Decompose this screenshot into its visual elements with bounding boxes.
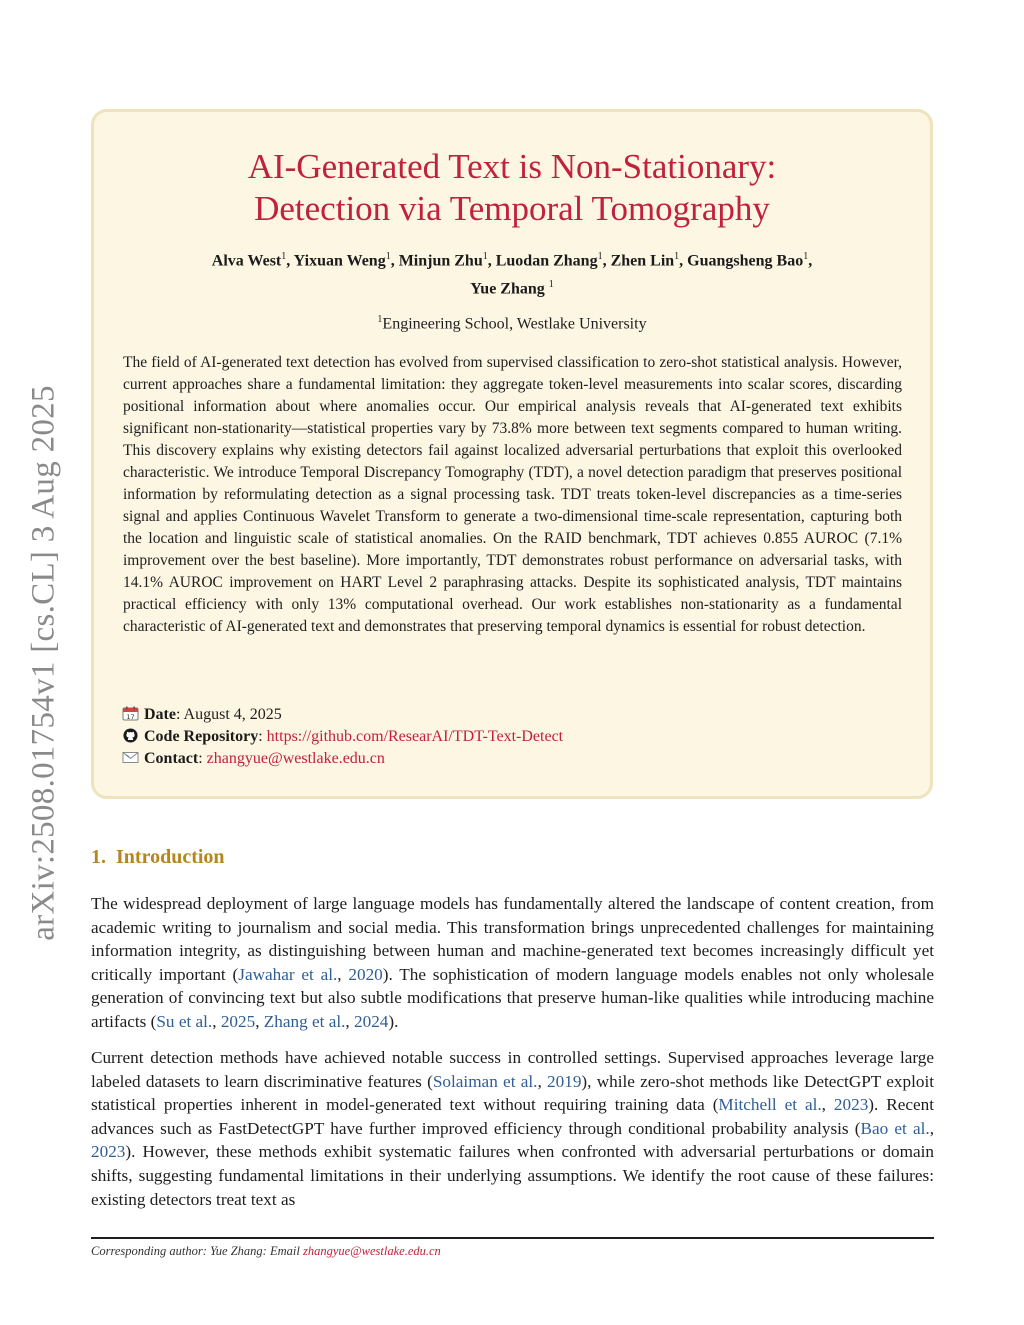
citation-link[interactable]: Zhang et al. [263,1011,346,1031]
title-line-1: AI-Generated Text is Non-Stationary: [247,147,777,186]
paragraph-text: Current detection methods have achieved notable success in controlled settings. Supervised approaches leverage large labeled datasets to learn discriminative features ( [91,1048,934,1091]
section-title: Introduction [116,846,225,868]
author-affiliation-mark: 1 [281,251,287,262]
section-number: 1. [91,846,106,868]
affiliation-mark: 1 [377,314,383,325]
citation-link[interactable]: Bao et al. [860,1118,930,1138]
citation-link[interactable]: Mitchell et al. [718,1095,822,1115]
section-heading-introduction [91,846,225,869]
intro-paragraph-2: Current detection methods have achieved notable success in controlled settings. Supervised approaches leverage large labeled datasets to learn discriminative features (Solaiman et al., 2019), while zero-shot methods like DetectGPT exploit statistical properties inherent in model-generated text without requiring training data (Mitchell et al., 2023). Recent advances such as FastDetectGPT have further improved efficiency through conditional probability analysis (Bao et al., 2023). However, these methods exhibit systematic failures when confronted with adversarial perturbations or domain shifts, suggesting fundamental limitations in their underlying assumptions. We identify the root cause of these failures: existing detectors treat text as [91,1048,934,1209]
author-affiliation-mark: 1 [803,251,809,262]
footnote-divider [91,1237,934,1239]
citation-link[interactable]: Solaiman et al. [432,1071,538,1091]
author: Yue Zhang [470,280,545,298]
author: Yixuan Weng [293,252,386,270]
author-affiliation-mark: 1 [548,279,554,291]
date-row: 17 Date: August 4, 2025 [122,704,563,726]
citation-link[interactable]: Su et al. [156,1011,213,1031]
arxiv-identifier: arXiv:2508.01754v1 [cs.CL] 3 Aug 2025 [25,385,62,941]
contact-email-link[interactable]: zhangyue@westlake.edu.cn [206,750,385,767]
author: Luodan Zhang [495,252,598,270]
corresponding-author-footnote [91,1244,441,1259]
author-affiliation-mark: 1 [385,251,391,262]
paper-title [94,146,930,230]
citation-year-link[interactable]: 2025 [220,1011,256,1031]
footnote-email-link[interactable]: zhangyue@westlake.edu.cn [302,1244,441,1258]
citation-link[interactable]: Jawahar et al. [238,964,338,984]
github-icon [122,728,139,743]
author: Minjun Zhu [398,252,483,270]
paragraph-text: ). However, these methods exhibit systematic failures when confronted with adversarial perturbations or domain shifts, suggesting fundamental limitations in their underlying assumptions. We identify the root cause of these failures: existing detectors treat text as [91,1142,934,1209]
code-repository-link[interactable]: https://github.com/ResearAI/TDT-Text-Detect [266,728,564,745]
citation-year-link[interactable]: 2019 [547,1071,582,1091]
title-line-2: Detection via Temporal Tomography [254,189,770,228]
footnote-text: Corresponding author: Yue Zhang: Email [91,1244,303,1258]
code-label: Code Repository [144,728,259,745]
author: Zhen Lin [610,252,675,270]
arxiv-sidebar-stamp [20,378,68,948]
date-label: Date [144,706,176,723]
paragraph-text: ). Recent advances such as FastDetectGPT have further improved efficiency through conditional probability analysis ( [91,1095,934,1138]
envelope-icon [122,750,139,765]
author-affiliation-mark: 1 [674,251,680,262]
author-affiliation-mark: 1 [482,251,488,262]
date-value: August 4, 2025 [183,706,282,723]
calendar-icon [122,706,139,721]
citation-year-link[interactable]: 2023 [833,1095,869,1115]
citation-year-link[interactable]: 2020 [348,964,383,984]
author-list: Alva West$^1$, Yixuan Weng$^1$, Minjun Zhu$^1$, Luodan Zhang$^1$, Zhen Lin$^1$, Guangsheng Bao$^1$, Yue Zhang $^1$ [211,251,813,298]
paragraph-text: ). The sophistication of modern language models enables not only wholesale generation of convincing text but also subtle modifications that preserve human-like qualities while introducing machine artifacts ( [91,964,935,1031]
intro-paragraph-1: The widespread deployment of large language models has fundamentally altered the landscape of content creation, from academic writing to journalism and social media. This transformation brings unprecedented challenges for maintaining information integrity, as distinguishing between human and machine-generated text becomes increasingly difficult yet critically important (Jawahar et al., 2020). The sophistication of modern language models enables not only wholesale generation of convincing text but also subtle modifications that preserve human-like qualities while introducing machine artifacts (Su et al., 2025, Zhang et al., 2024). [91,894,935,1031]
contact-row: Contact: zhangyue@westlake.edu.cn [122,748,563,770]
author: Guangsheng Bao [687,252,804,270]
affiliation-name: Engineering School, Westlake University [382,315,647,333]
affiliation [94,310,930,334]
author: Alva West [211,252,282,270]
contact-label: Contact [144,750,199,767]
citation-year-link[interactable]: 2024 [354,1011,389,1031]
svg-text:17: 17 [126,713,135,721]
citation-year-link[interactable]: 2023 [91,1142,126,1162]
author-affiliation-mark: 1 [597,251,603,262]
paragraph-text: ), while zero-shot methods like DetectGPT exploit statistical properties inherent in model-generated text without requiring training data ( [91,1071,934,1115]
abstract-text: The field of AI-generated text detection has evolved from supervised classification to zero-shot statistical analysis. However, current approaches share a fundamental limitation: they aggregate token-level measurements into scalar scores, discarding positional information about where anomalies occur. Our empirical analysis reveals that AI-generated text exhibits significant non-stationarity—statistical properties vary by 73.8% more between text segments compared to human writing. This discovery explains why existing detectors fail against localized adversarial perturbations that exploit this overlooked characteristic. We introduce Temporal Discrepancy Tomography (TDT), a novel detection paradigm that preserves positional information by reformulating detection as a signal processing task. TDT treats token-level discrepancies as a time-series signal and applies Continuous Wavelet Transform to generate a two-dimensional time-scale representation, capturing both the location and linguistic scale of statistical anomalies. On the RAID benchmark, TDT achieves 0.855 AUROC (7.1% improvement over the best baseline). More importantly, TDT demonstrates robust performance on adversarial tasks, with 14.1% AUROC improvement on HART Level 2 paraphrasing attacks. Despite its sophisticated analysis, TDT maintains practical efficiency with only 13% computational overhead. Our work establishes non-stationarity as a fundamental characteristic of AI-generated text and demonstrates that preserving temporal dynamics is essential for robust detection. [123,354,902,635]
paragraph-text: ). [388,1011,399,1031]
title-abstract-box [91,109,933,799]
paper-metadata [122,704,563,770]
paragraph-text: The widespread deployment of large language models has fundamentally altered the landscape of content creation, from academic writing to journalism and social media. This transformation brings unprecedented challenges for maintaining information integrity, as distinguishing between human and machine-generated text becomes increasingly difficult yet critically important ( [91,894,934,984]
code-row: Code Repository: https://github.com/ResearAI/TDT-Text-Detect [122,726,563,748]
